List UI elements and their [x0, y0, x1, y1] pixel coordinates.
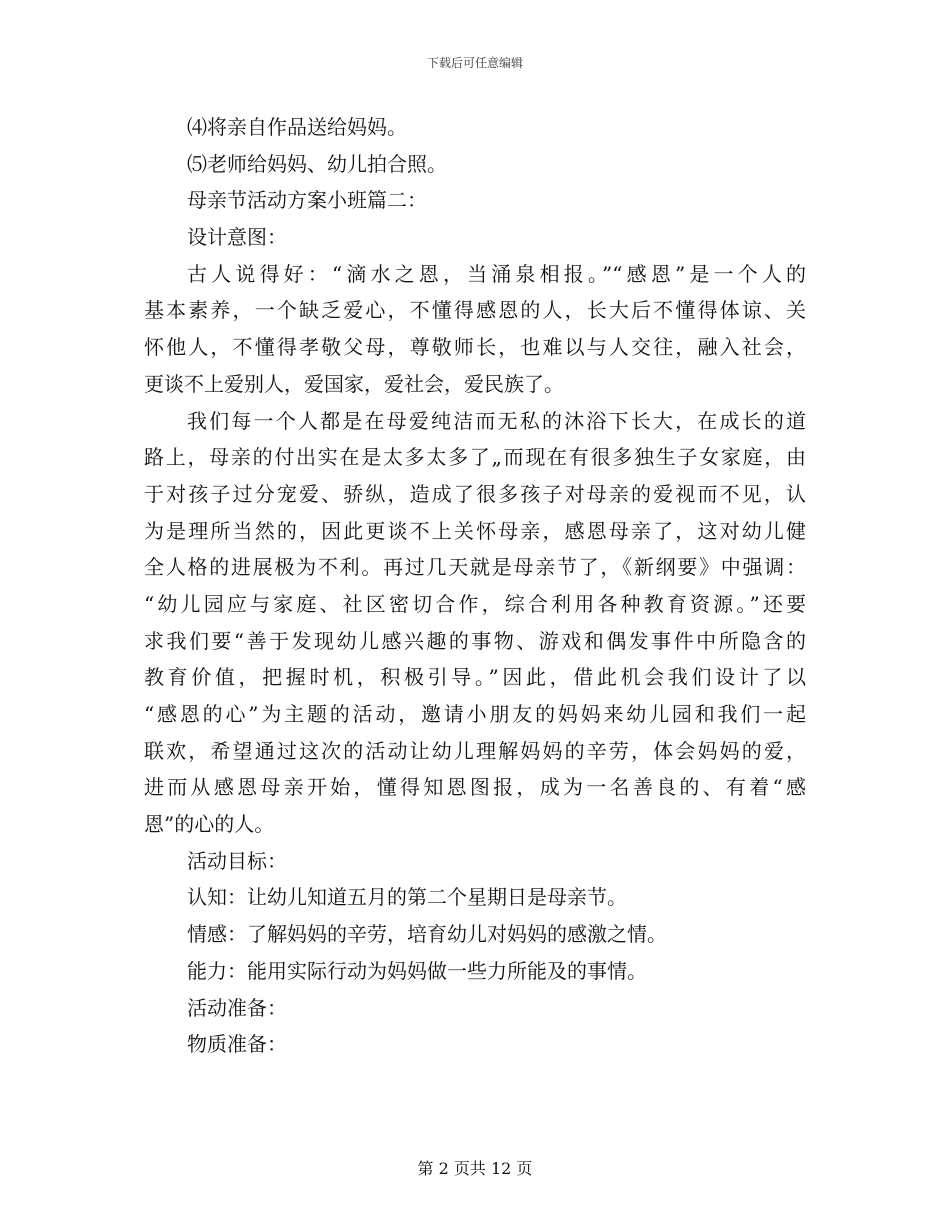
paragraph-line: 恩”的心的人。	[144, 812, 275, 837]
paragraph-line: 联欢，希望通过这次的活动让幼儿理解妈妈的辛劳，体会妈妈的爱，	[144, 738, 806, 763]
paragraph-line: 更谈不上爱别人，爱国家，爱社会，爱民族了。	[144, 371, 564, 396]
paragraph-line: 怀他人，不懂得孝敬父母，尊敬师长，也难以与人交往，融入社会，	[144, 335, 806, 360]
paragraph-line: 进而从感恩母亲开始，懂得知恩图报，成为一名善良的、有着“感	[144, 775, 806, 800]
section-heading: 母亲节活动方案小班篇二：	[187, 188, 427, 213]
paragraph-line: 于对孩子过分宠爱、骄纵，造成了很多孩子对母亲的爱视而不见，认	[144, 481, 806, 506]
paragraph-line: 教育价值，把握时机，积极引导。”因此，借此机会我们设计了以	[144, 665, 806, 690]
paragraph-line: “幼儿园应与家庭、社区密切合作，综合利用各种教育资源。”还要	[144, 591, 806, 616]
text-line: ⑷将亲自作品送给妈妈。	[187, 115, 407, 139]
section-subheading: 设计意图：	[187, 225, 287, 250]
page-header: 下载后可任意编辑	[426, 56, 523, 70]
section-subheading: 物质准备：	[187, 1032, 287, 1057]
paragraph-line: 古人说得好：“滴水之恩，当涌泉相报。”“感恩”是一个人的	[187, 261, 806, 286]
paragraph-line: 我们每一个人都是在母爱纯洁而无私的沐浴下长大，在成长的道	[187, 408, 806, 433]
page-footer: 第 2 页共 12 页	[417, 1159, 533, 1178]
paragraph-line: 求我们要“善于发现幼儿感兴趣的事物、游戏和偶发事件中所隐含的	[144, 628, 806, 653]
document-body	[144, 109, 806, 1063]
paragraph-line: “感恩的心”为主题的活动，邀请小朋友的妈妈来幼儿园和我们一起	[144, 702, 806, 726]
list-item: 能力：能用实际行动为妈妈做一些力所能及的事情。	[187, 958, 647, 983]
section-heading: 活动目标：	[187, 848, 287, 873]
list-item: 认知：让幼儿知道五月的第二个星期日是母亲节。	[187, 885, 627, 910]
paragraph-line: 基本素养，一个缺乏爱心，不懂得感恩的人，长大后不懂得体谅、关	[144, 298, 806, 323]
text-line: ⑸老师给妈妈、幼儿拍合照。	[187, 151, 447, 176]
paragraph-line: 路上，母亲的付出实在是太多太多了„而现在有很多独生子女家庭，由	[144, 445, 806, 470]
paragraph-line: 为是理所当然的，因此更谈不上关怀母亲，感恩母亲了，这对幼儿健	[144, 518, 806, 543]
section-heading: 活动准备：	[187, 995, 287, 1020]
list-item: 情感：了解妈妈的辛劳，培育幼儿对妈妈的感激之情。	[187, 922, 667, 947]
paragraph-line: 全人格的进展极为不利。再过几天就是母亲节了，《新纲要》中强调：	[144, 555, 806, 580]
